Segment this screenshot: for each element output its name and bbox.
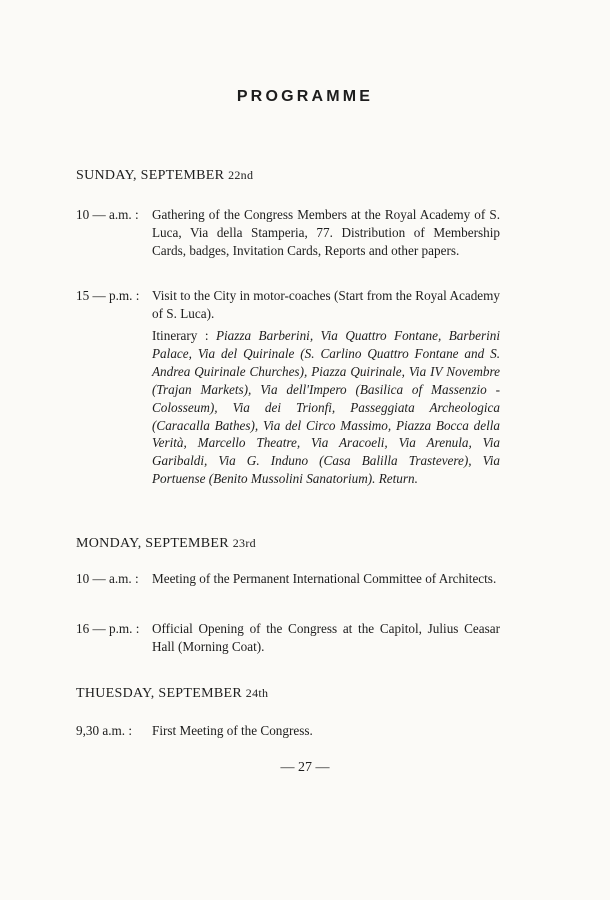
entry-time: 16 — p.m. : — [76, 621, 140, 636]
itinerary-label: Itinerary : — [152, 328, 209, 343]
day-label: THUESDAY, SEPTEMBER — [76, 686, 242, 701]
entry-text: Meeting of the Permanent International Committee of Architects. — [152, 571, 497, 586]
day-heading-sunday — [76, 168, 253, 184]
day-date: 22nd — [228, 168, 254, 182]
day-label: MONDAY, SEPTEMBER — [76, 536, 229, 551]
entry-time: 15 — p.m. : — [76, 288, 140, 303]
entry-time: 10 — a.m. : — [76, 571, 139, 586]
schedule-entry — [76, 287, 500, 323]
page-number: — 27 — — [280, 760, 330, 775]
itinerary-paragraph — [152, 327, 500, 488]
schedule-entry — [76, 206, 500, 259]
itinerary-route: Piazza Barberini, Via Quattro Fontane, Barberini Palace, Via del Quirinale (S. Carlino Quattro Fontane and S. Andrea Quirinale Churches), Piazza Quirinale, Via IV Novembre (Trajan Markets), Via dell'Impero (Basilica of Massenzio - Colosseum), Via dei Trionfi, Passeggiata Archeologica (Caracalla Bathes), Via del Circo Massimo, Piazza Bocca della Verità, Marcello Theatre, Via Aracoeli, Via Arenula, Via Garibaldi, Via G. Induno (Casa Balilla Trastevere), Via Portuense (Benito Mussolini Sanatorium). Return. — [152, 328, 500, 487]
entry-text: First Meeting of the Congress. — [152, 723, 313, 738]
entry-text: Gathering of the Congress Members at the Royal Academy of S. Luca, Via della Stamperia, 77. Distribution of Membership Cards, badges, Invitation Cards, Reports and other papers. — [152, 207, 500, 258]
entry-time: 9,30 a.m. : — [76, 723, 133, 738]
schedule-entry — [76, 722, 500, 740]
page-title: PROGRAMME — [236, 88, 374, 105]
schedule-entry — [76, 570, 500, 588]
day-heading-monday — [76, 536, 256, 552]
entry-text: Official Opening of the Congress at the Capitol, Julius Ceasar Hall (Morning Coat). — [152, 621, 500, 654]
schedule-entry — [76, 620, 500, 656]
day-date: 23rd — [232, 536, 256, 550]
day-label: SUNDAY, SEPTEMBER — [76, 168, 225, 183]
day-heading-thuesday — [76, 686, 268, 702]
entry-text: Visit to the City in motor-coaches (Start from the Royal Academy of S. Luca). — [152, 288, 500, 321]
entry-time: 10 — a.m. : — [76, 207, 139, 222]
day-date: 24th — [245, 686, 269, 700]
